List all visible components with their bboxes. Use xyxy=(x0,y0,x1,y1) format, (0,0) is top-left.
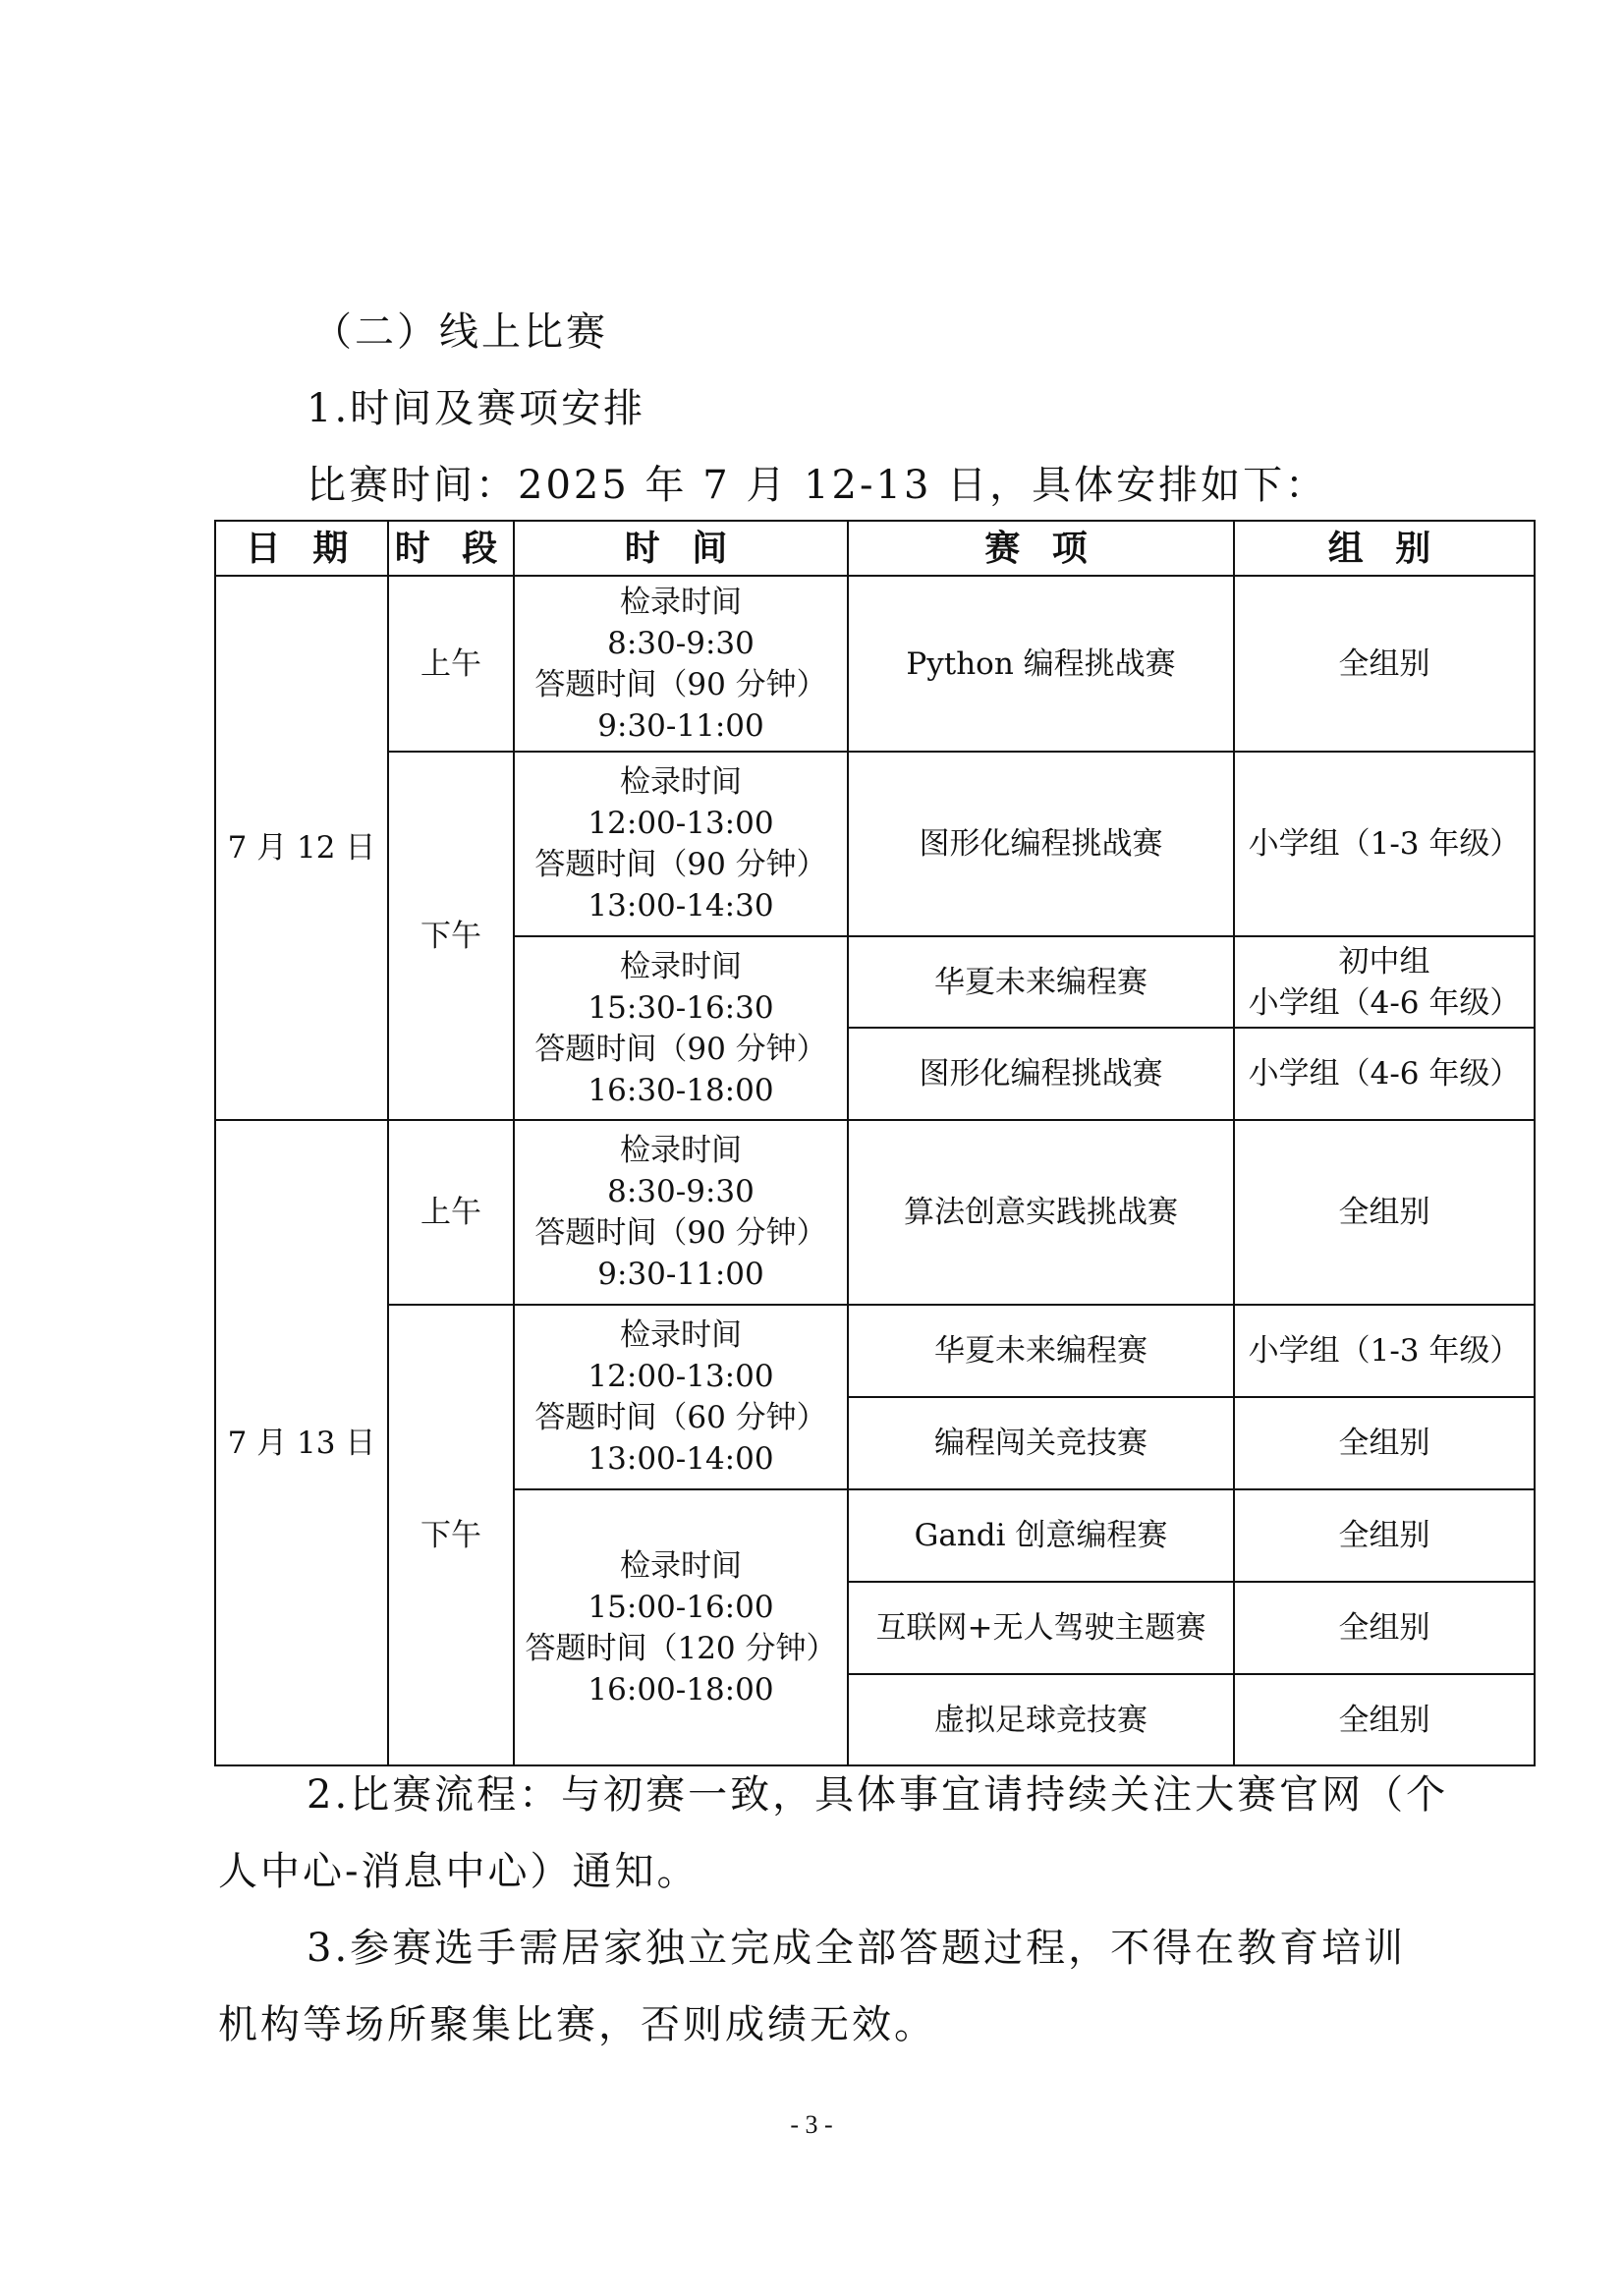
period-cell: 上午 xyxy=(388,1120,514,1305)
group-cell: 全组别 xyxy=(1234,576,1535,752)
checkin-label: 检录时间 xyxy=(620,1133,742,1168)
group-cell: 小学组（4-6 年级） xyxy=(1234,1028,1535,1120)
paragraph-2-line-1: 2.比赛流程：与初赛一致，具体事宜请持续关注大赛官网（个 xyxy=(307,1772,1449,1818)
header-date: 日 期 xyxy=(215,521,388,576)
event-cell: Python 编程挑战赛 xyxy=(848,576,1234,752)
subsection-heading: 1.时间及赛项安排 xyxy=(307,386,646,431)
header-group: 组 别 xyxy=(1234,521,1535,576)
event-cell: 华夏未来编程赛 xyxy=(848,1305,1234,1397)
answer-time: 16:30-18:00 xyxy=(588,1072,774,1108)
answer-time: 13:00-14:30 xyxy=(588,888,774,924)
group-line: 小学组（4-6 年级） xyxy=(1248,984,1521,1021)
group-cell: 全组别 xyxy=(1234,1397,1535,1489)
period-cell: 上午 xyxy=(388,576,514,752)
group-cell: 小学组（1-3 年级） xyxy=(1234,1305,1535,1397)
checkin-time: 12:00-13:00 xyxy=(588,806,774,841)
paragraph-3-line-2: 机构等场所聚集比赛，否则成绩无效。 xyxy=(218,2002,936,2047)
date-cell: 7 月 12 日 xyxy=(215,576,388,1120)
event-cell: 编程闯关竞技赛 xyxy=(848,1397,1234,1489)
checkin-label: 检录时间 xyxy=(620,1317,742,1353)
checkin-label: 检录时间 xyxy=(620,948,742,984)
time-cell xyxy=(514,1489,848,1765)
answer-time: 9:30-11:00 xyxy=(597,1257,764,1292)
event-cell: 虚拟足球竞技赛 xyxy=(848,1674,1234,1765)
paragraph-2-line-2: 人中心-消息中心）通知。 xyxy=(218,1849,700,1894)
answer-label: 答题时间（90 分钟） xyxy=(534,1215,827,1251)
answer-label: 答题时间（90 分钟） xyxy=(534,666,827,702)
header-time: 时 间 xyxy=(514,521,848,576)
time-cell xyxy=(514,1305,848,1489)
date-cell: 7 月 13 日 xyxy=(215,1120,388,1765)
group-cell: 小学组（1-3 年级） xyxy=(1234,752,1535,936)
period-cell: 下午 xyxy=(388,1305,514,1765)
checkin-time: 12:00-13:00 xyxy=(588,1359,774,1394)
competition-time-line: 比赛时间：2025 年 7 月 12-13 日，具体安排如下： xyxy=(307,463,1328,508)
answer-label: 答题时间（60 分钟） xyxy=(534,1400,827,1435)
group-cell: 全组别 xyxy=(1234,1489,1535,1582)
section-heading: （二）线上比赛 xyxy=(312,309,608,355)
checkin-time: 8:30-9:30 xyxy=(607,1174,755,1209)
schedule-table xyxy=(214,520,1536,1766)
table-row xyxy=(215,576,1535,752)
checkin-label: 检录时间 xyxy=(620,764,742,800)
checkin-time: 15:30-16:30 xyxy=(588,989,774,1026)
header-event: 赛 项 xyxy=(848,521,1234,576)
event-cell: Gandi 创意编程赛 xyxy=(848,1489,1234,1582)
table-row xyxy=(215,1305,1535,1397)
event-cell: 算法创意实践挑战赛 xyxy=(848,1120,1234,1305)
event-cell: 图形化编程挑战赛 xyxy=(848,1028,1234,1120)
paragraph-3-line-1: 3.参赛选手需居家独立完成全部答题过程，不得在教育培训 xyxy=(307,1926,1407,1971)
group-cell xyxy=(1234,936,1535,1028)
checkin-label: 检录时间 xyxy=(620,584,742,620)
answer-label: 答题时间（90 分钟） xyxy=(534,847,827,882)
header-period: 时 段 xyxy=(388,521,514,576)
time-cell xyxy=(514,1120,848,1305)
table-row xyxy=(215,752,1535,936)
event-cell: 互联网+无人驾驶主题赛 xyxy=(848,1582,1234,1674)
event-cell: 图形化编程挑战赛 xyxy=(848,752,1234,936)
group-cell: 全组别 xyxy=(1234,1120,1535,1305)
page-number: - 3 - xyxy=(790,2110,833,2139)
answer-time: 16:00-18:00 xyxy=(588,1671,774,1708)
checkin-time: 15:00-16:00 xyxy=(588,1589,774,1625)
group-cell: 全组别 xyxy=(1234,1582,1535,1674)
table-row xyxy=(215,1120,1535,1305)
answer-label: 答题时间（90 分钟） xyxy=(534,1031,827,1067)
table-header-row xyxy=(215,521,1535,576)
period-cell: 下午 xyxy=(388,752,514,1120)
checkin-label: 检录时间 xyxy=(620,1547,742,1584)
time-cell xyxy=(514,936,848,1120)
answer-label: 答题时间（120 分钟） xyxy=(525,1630,837,1666)
checkin-time: 8:30-9:30 xyxy=(607,625,755,661)
event-cell: 华夏未来编程赛 xyxy=(848,936,1234,1028)
answer-time: 13:00-14:00 xyxy=(588,1441,774,1477)
group-line: 初中组 xyxy=(1338,943,1430,980)
group-cell: 全组别 xyxy=(1234,1674,1535,1765)
time-cell xyxy=(514,752,848,936)
time-cell xyxy=(514,576,848,752)
answer-time: 9:30-11:00 xyxy=(597,707,764,744)
